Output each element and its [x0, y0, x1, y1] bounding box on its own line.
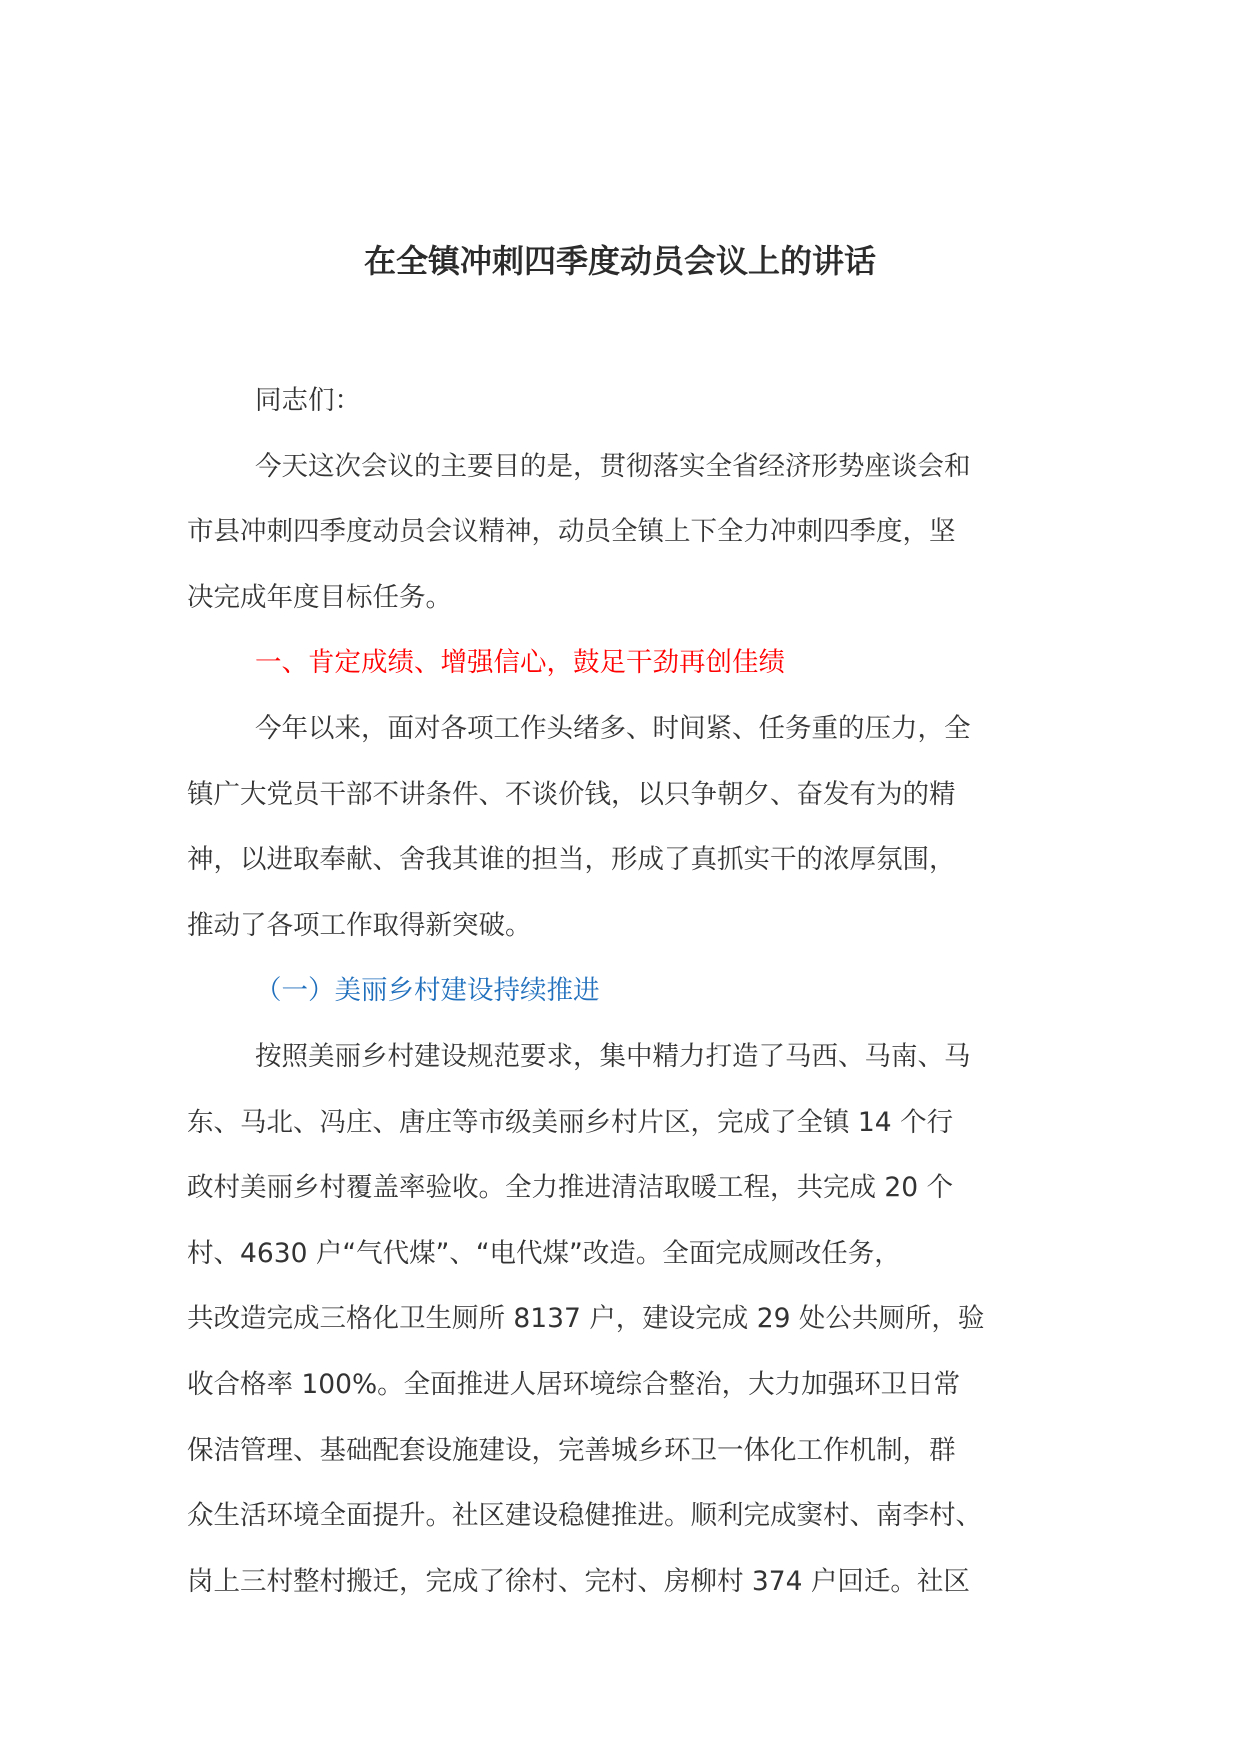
- document-title: 在全镇冲刺四季度动员会议上的讲话: [363, 242, 876, 280]
- subsection-heading-1: （一）美丽乡村建设持续推进: [255, 975, 600, 1007]
- paragraph-line: 村、4630 户“气代煤”、“电代煤”改造。全面完成厕改任务，: [187, 1237, 901, 1269]
- paragraph-line: 按照美丽乡村建设规范要求，集中精力打造了马西、马南、马: [255, 1040, 971, 1072]
- paragraph-line: 镇广大党员干部不讲条件、不谈价钱，以只争朝夕、奋发有为的精: [187, 778, 956, 810]
- paragraph-line: 众生活环境全面提升。社区建设稳健推进。顺利完成窦村、南李村、: [187, 1500, 982, 1532]
- paragraph-line: 岗上三村整村搬迁，完成了徐村、完村、房柳村 374 户回迁。社区: [187, 1565, 970, 1597]
- paragraph-line: 今年以来，面对各项工作头绪多、时间紧、任务重的压力，全: [255, 712, 971, 744]
- document-body: [187, 368, 1053, 1614]
- paragraph-line: 今天这次会议的主要目的是，贯彻落实全省经济形势座谈会和: [255, 450, 971, 482]
- paragraph-line: 东、马北、冯庄、唐庄等市级美丽乡村片区，完成了全镇 14 个行: [187, 1106, 954, 1138]
- paragraph-line: 共改造完成三格化卫生厕所 8137 户，建设完成 29 处公共厕所，验: [187, 1303, 985, 1335]
- paragraph-line: 收合格率 100%。全面推进人居环境综合整治，大力加强环卫日常: [187, 1368, 961, 1400]
- paragraph-line: 保洁管理、基础配套设施建设，完善城乡环卫一体化工作机制，群: [187, 1434, 956, 1466]
- paragraph-line: 决完成年度目标任务。: [187, 581, 452, 613]
- paragraph-line: 推动了各项工作取得新突破。: [187, 909, 532, 941]
- salutation: 同志们：: [255, 385, 361, 416]
- paragraph-line: 市县冲刺四季度动员会议精神，动员全镇上下全力冲刺四季度，坚: [187, 516, 956, 548]
- paragraph-line: 政村美丽乡村覆盖率验收。全力推进清洁取暖工程，共完成 20 个: [187, 1172, 954, 1204]
- section-heading-1: 一、肯定成绩、增强信心，鼓足干劲再创佳绩: [255, 647, 785, 679]
- paragraph-line: 神，以进取奉献、舍我其谁的担当，形成了真抓实干的浓厚氛围，: [187, 844, 956, 876]
